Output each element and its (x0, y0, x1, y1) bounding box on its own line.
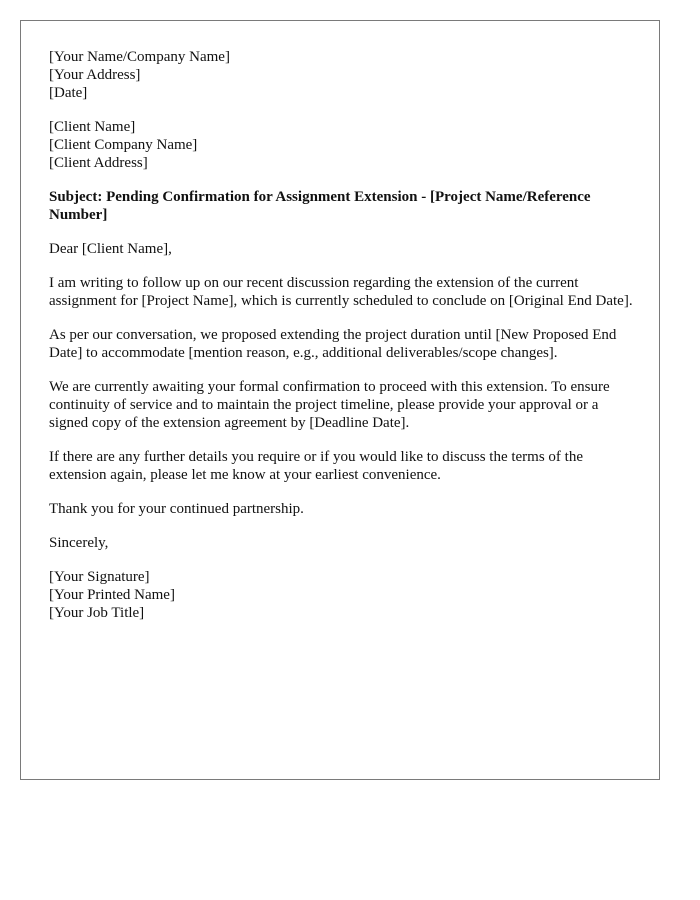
letter-date: [Date] (49, 85, 88, 101)
body-paragraph-3: We are currently awaiting your formal confirmation to proceed with this extension. To ensure continuity of service and to maintain the project timeline, please provide your approval or a signed copy of the extension agreement by [Deadline Date]. (49, 379, 610, 431)
body-paragraph-5: Thank you for your continued partnership. (49, 501, 304, 517)
letter-page (20, 20, 660, 780)
salutation: Dear [Client Name], (49, 241, 172, 257)
recipient-address: [Client Address] (49, 155, 148, 171)
sender-block (49, 48, 634, 102)
recipient-block (49, 118, 634, 172)
letter-body (49, 48, 634, 638)
closing: Sincerely, (49, 535, 109, 551)
job-title: [Your Job Title] (49, 605, 145, 621)
sender-address: [Your Address] (49, 67, 141, 83)
signature-placeholder: [Your Signature] (49, 569, 150, 585)
recipient-name: [Client Name] (49, 119, 136, 135)
body-paragraph-4: If there are any further details you require or if you would like to discuss the terms of the extension again, please let me know at your earliest convenience. (49, 449, 584, 483)
body-paragraph-1: I am writing to follow up on our recent discussion regarding the extension of the current assignment for [Project Name], which is currently scheduled to conclude on [Original End Date]. (49, 275, 633, 309)
body-paragraph-2: As per our conversation, we proposed extending the project duration until [New Proposed End Date] to accommodate [mention reason, e.g., additional deliverables/scope changes]. (49, 327, 617, 361)
subject-line: Subject: Pending Confirmation for Assignment Extension - [Project Name/Reference Number] (49, 189, 591, 223)
printed-name: [Your Printed Name] (49, 587, 175, 603)
sender-name: [Your Name/Company Name] (49, 49, 230, 65)
signature-block (49, 568, 634, 622)
recipient-company: [Client Company Name] (49, 137, 198, 153)
